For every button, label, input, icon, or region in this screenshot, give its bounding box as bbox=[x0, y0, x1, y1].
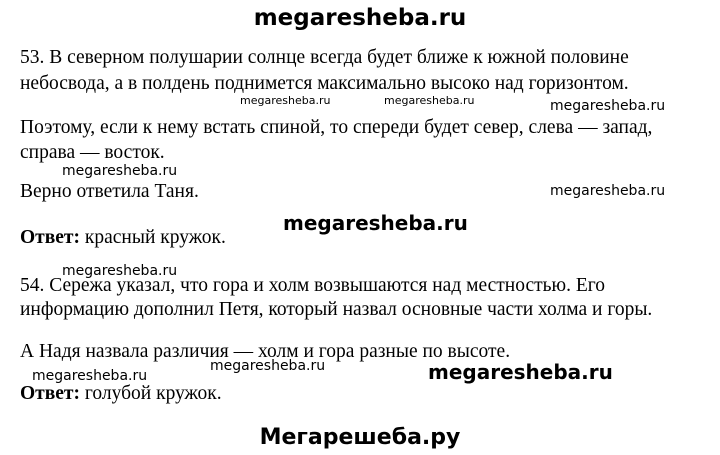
task53-answer bbox=[20, 226, 226, 250]
watermark: megaresheba.ru bbox=[550, 98, 666, 114]
watermark: megaresheba.ru bbox=[210, 358, 326, 374]
site-header-title: megaresheba.ru bbox=[253, 5, 467, 31]
task54-line-1: 54. Сережа указал, что гора и холм возвышаются над местностью. Его bbox=[20, 275, 605, 296]
task54-line-2: информацию дополнил Петя, который назвал основные части холма и горы. bbox=[20, 299, 653, 320]
answer-text: голубой кружок. bbox=[80, 383, 222, 404]
watermark: megaresheba.ru bbox=[283, 211, 468, 235]
answer-label: Ответ: bbox=[20, 227, 81, 248]
watermark: megaresheba.ru bbox=[550, 183, 666, 199]
task53-line-2: небосвода, а в полдень поднимется максимально высоко над горизонтом. bbox=[20, 73, 629, 94]
task54-answer bbox=[20, 382, 222, 406]
watermark: megaresheba.ru bbox=[62, 163, 178, 179]
watermark: megaresheba.ru bbox=[32, 368, 148, 384]
answer-text: красный кружок. bbox=[80, 227, 226, 248]
site-footer-title: Мегарешеба.ру bbox=[259, 425, 461, 450]
watermark: megaresheba.ru bbox=[240, 94, 331, 107]
task53-line-1: 53. В северном полушарии солнце всегда будет ближе к южной половине bbox=[20, 47, 629, 68]
answer-label: Ответ: bbox=[20, 383, 81, 404]
watermark: megaresheba.ru bbox=[428, 360, 613, 384]
task53-line-5: Верно ответила Таня. bbox=[20, 181, 199, 202]
task53-line-3: Поэтому, если к нему встать спиной, то спереди будет север, слева — запад, bbox=[20, 117, 653, 138]
watermark: megaresheba.ru bbox=[62, 263, 178, 279]
task53-line-4: справа — восток. bbox=[20, 142, 165, 163]
watermark: megaresheba.ru bbox=[384, 94, 475, 107]
task54-line-3: А Надя назвала различия — холм и гора разные по высоте. bbox=[20, 341, 511, 362]
